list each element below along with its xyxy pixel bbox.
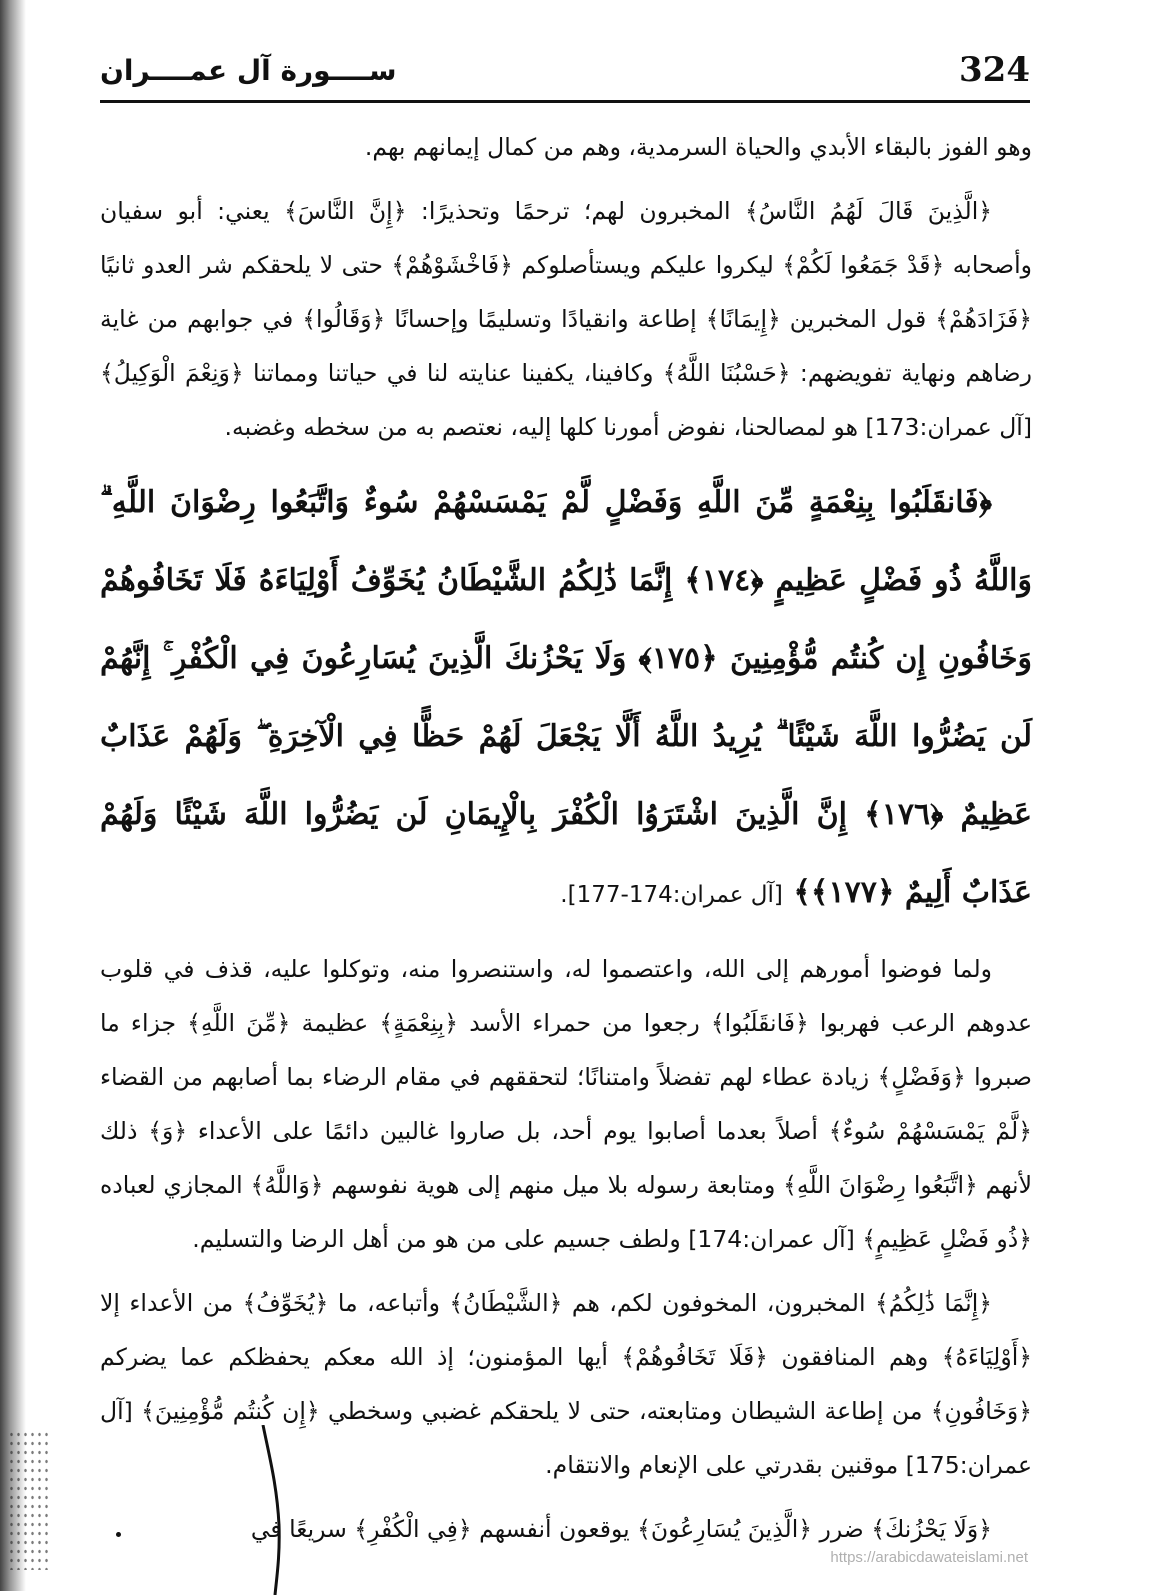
watermark-url: https://arabicdawateislami.net	[830, 1549, 1028, 1566]
page-header	[100, 50, 1030, 103]
scan-speck	[116, 1532, 121, 1537]
page-number: 324	[959, 50, 1030, 90]
paragraph-2: ﴿الَّذِينَ قَالَ لَهُمُ النَّاسُ﴾ المخبرون لهم؛ ترحمًا وتحذيرًا: ﴿إِنَّ النَّاسَ﴾ يعني: أبو سفيان وأصحابه ﴿قَدْ جَمَعُوا لَكُمْ﴾ ليكروا عليكم ويستأصلوكم ﴿فَاخْشَوْهُمْ﴾ حتى لا يلحقكم شر العدو ثانيًا ﴿فَزَادَهُمْ﴾ قول المخبرين ﴿إِيمَانًا﴾ إطاعة وانقيادًا وتسليمًا وإحسانًا ﴿وَقَالُوا﴾ في جوابهم من غاية رضاهم ونهاية تفويضهم: ﴿حَسْبُنَا اللَّهُ﴾ وكافينا، يكفينا عنايته لنا في حياتنا ومماتنا ﴿وَنِعْمَ الْوَكِيلُ﴾ [آل عمران:173] هو لمصالحنا، نفوض أمورنا كلها إليه، نعتصم به من سخطه وغضبه.	[100, 197, 1032, 441]
quran-reference: [آل عمران:174-177].	[560, 882, 783, 908]
pen-mark-stroke	[255, 1425, 295, 1595]
paragraph-1: وهو الفوز بالبقاء الأبدي والحياة السرمدية، وهم من كمال إيمانهم بهم.	[364, 133, 1032, 161]
surah-title: ســــورة آل عمــــران	[100, 54, 397, 87]
page-body	[100, 120, 1032, 1566]
scan-edge-noise	[8, 1430, 48, 1570]
quran-verses-block	[100, 464, 1032, 934]
scan-edge-shadow	[0, 0, 26, 1591]
quran-verses-text: ﴿فَانقَلَبُوا بِنِعْمَةٍ مِّنَ اللَّهِ وَفَضْلٍ لَّمْ يَمْسَسْهُمْ سُوءٌ وَاتَّبَعُوا رِضْوَانَ اللَّهِ ۗ وَاللَّهُ ذُو فَضْلٍ عَظِيمٍ ﴿١٧٤﴾ إِنَّمَا ذَٰلِكُمُ الشَّيْطَانُ يُخَوِّفُ أَوْلِيَاءَهُ فَلَا تَخَافُوهُمْ وَخَافُونِ إِن كُنتُم مُّؤْمِنِينَ ﴿١٧٥﴾ وَلَا يَحْزُنكَ الَّذِينَ يُسَارِعُونَ فِي الْكُفْرِ ۚ إِنَّهُمْ لَن يَضُرُّوا اللَّهَ شَيْئًا ۗ يُرِيدُ اللَّهُ أَلَّا يَجْعَلَ لَهُمْ حَظًّا فِي الْآخِرَةِ ۖ وَلَهُمْ عَذَابٌ عَظِيمٌ ﴿١٧٦﴾ إِنَّ الَّذِينَ اشْتَرَوُا الْكُفْرَ بِالْإِيمَانِ لَن يَضُرُّوا اللَّهَ شَيْئًا وَلَهُمْ عَذَابٌ أَلِيمٌ ﴿١٧٧﴾﴾	[100, 485, 1033, 910]
paragraph-5: ﴿وَلَا يَحْزُنكَ﴾ ضرر ﴿الَّذِينَ يُسَارِعُونَ﴾ يوقعون أنفسهم ﴿فِي الْكُفْرِ﴾ سريعًا في	[250, 1515, 992, 1543]
paragraph-3: ولما فوضوا أمورهم إلى الله، واعتصموا له، واستنصروا منه، وتوكلوا عليه، قذف في قلوب عدوهم الرعب فهربوا ﴿فَانقَلَبُوا﴾ رجعوا من حمراء الأسد ﴿بِنِعْمَةٍ﴾ عظيمة ﴿مِّنَ اللَّهِ﴾ جزاء ما صبروا ﴿وَفَضْلٍ﴾ زيادة عطاء لهم تفضلاً وامتنانًا؛ لتحققهم في مقام الرضاء بما أصابهم من القضاء ﴿لَّمْ يَمْسَسْهُمْ سُوءٌ﴾ أصلاً بعدما أصابوا يوم أحد، بل صاروا غالبين دائمًا على الأعداء ﴿وَ﴾ ذلك لأنهم ﴿اتَّبَعُوا رِضْوَانَ اللَّهِ﴾ ومتابعة رسوله بلا ميل منهم إلى هوية نفوسهم ﴿وَاللَّهُ﴾ المجازي لعباده ﴿ذُو فَضْلٍ عَظِيمٍ﴾ [آل عمران:174] ولطف جسيم على من هو من أهل الرضا والتسليم.	[100, 955, 1032, 1253]
paragraph-4: ﴿إِنَّمَا ذَٰلِكُمُ﴾ المخبرون، المخوفون لكم، هم ﴿الشَّيْطَانُ﴾ وأتباعه، ما ﴿يُخَوِّفُ﴾ من الأعداء إلا ﴿أَوْلِيَاءَهُ﴾ وهم المنافقون ﴿فَلَا تَخَافُوهُمْ﴾ أيها المؤمنون؛ إذ الله معكم يحفظكم عما يضركم ﴿وَخَافُونِ﴾ من إطاعة الشيطان ومتابعته، حتى لا يلحقكم غضبي وسخطي ﴿إِن كُنتُم مُّؤْمِنِينَ﴾ [آل عمران:175] موقنين بقدرتي على الإنعام والانتقام.	[100, 1289, 1032, 1479]
